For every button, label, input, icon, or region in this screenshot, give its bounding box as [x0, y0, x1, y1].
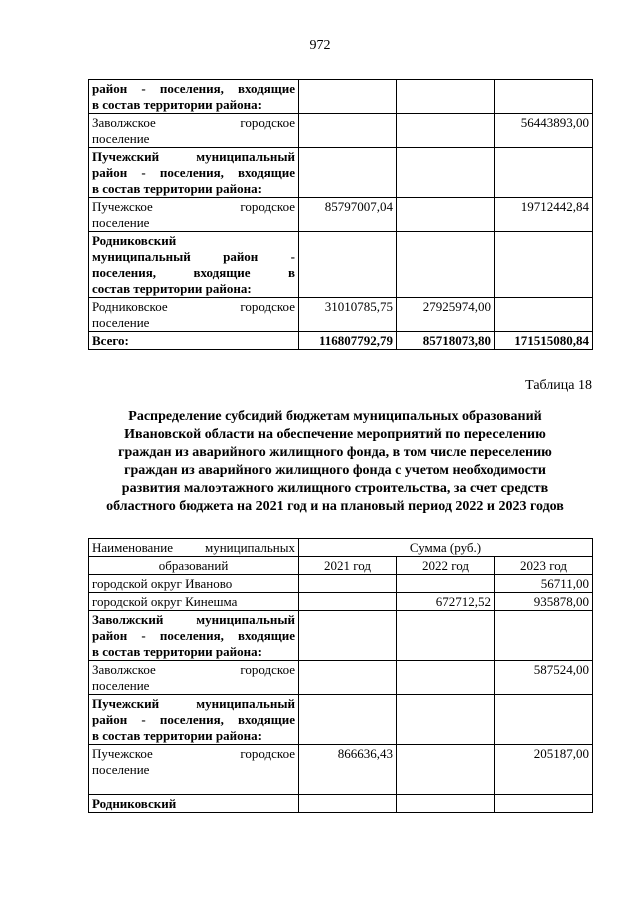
value-2021: 866636,43	[299, 745, 397, 795]
value-2021: 85797007,04	[299, 198, 397, 232]
row-name-line: Родниковское городское	[92, 299, 295, 314]
title-line: областного бюджета на 2021 год и на плановый период 2022 и 2023 годов	[106, 499, 564, 514]
title-line: Ивановской области на обеспечение мероприятий по переселению	[124, 427, 546, 442]
column-header-2021: 2021 год	[299, 557, 397, 575]
title-line: граждан из аварийного жилищного фонда с учетом необходимости	[124, 463, 546, 478]
row-name-line: городской округ Кинешма	[92, 594, 238, 609]
table-row	[89, 611, 593, 661]
value-2022	[397, 114, 495, 148]
table-row	[89, 695, 593, 745]
column-header-2022: 2022 год	[397, 557, 495, 575]
value-2023: 56443893,00	[495, 114, 593, 148]
value-2021	[299, 80, 397, 114]
row-name-line: в состав территории района:	[92, 728, 262, 743]
row-name-line: муниципальный район -	[92, 249, 295, 264]
value-2022	[397, 80, 495, 114]
value-2022	[397, 575, 495, 593]
value-2022	[397, 695, 495, 745]
row-name	[89, 114, 299, 148]
value-2023	[495, 795, 593, 813]
value-2022	[397, 198, 495, 232]
value-2021	[299, 232, 397, 298]
value-2021	[299, 661, 397, 695]
value-2022: 27925974,00	[397, 298, 495, 332]
row-name	[89, 298, 299, 332]
continued-subsidy-table	[88, 79, 593, 350]
row-name-line: Пучежский муниципальный	[92, 149, 295, 164]
table-row	[89, 232, 593, 298]
row-name-line	[92, 778, 295, 794]
row-name	[89, 695, 299, 745]
row-name-line: поселение	[92, 131, 150, 146]
value-2023	[495, 80, 593, 114]
table-row	[89, 575, 593, 593]
value-2021	[299, 593, 397, 611]
row-name-line: район - поселения, входящие	[92, 628, 295, 643]
row-name-line: в состав территории района:	[92, 97, 262, 112]
value-2021	[299, 148, 397, 198]
row-name-line: Родниковский	[92, 796, 177, 811]
row-name-line: Заволжский муниципальный	[92, 612, 295, 627]
continued-table-body	[89, 80, 593, 350]
value-2022	[397, 148, 495, 198]
row-name-line: в состав территории района:	[92, 644, 262, 659]
table-row	[89, 593, 593, 611]
table-row	[89, 745, 593, 795]
column-header-name-line1: Наименование муниципальных	[89, 539, 299, 557]
value-2022	[397, 611, 495, 661]
value-2023	[495, 298, 593, 332]
value-2021	[299, 795, 397, 813]
value-2022	[397, 745, 495, 795]
row-name	[89, 198, 299, 232]
row-name-line: поселения, входящие в	[92, 265, 295, 280]
value-2021	[299, 611, 397, 661]
value-2023: 56711,00	[495, 575, 593, 593]
row-name-line: район - поселения, входящие	[92, 712, 295, 727]
row-name	[89, 232, 299, 298]
row-name-line: Заволжское городское	[92, 115, 295, 130]
value-2021	[299, 575, 397, 593]
value-2021	[299, 114, 397, 148]
row-name-line: район - поселения, входящие	[92, 81, 295, 96]
row-name-line: Пучежское городское	[92, 199, 295, 214]
value-2022: 85718073,80	[397, 332, 495, 350]
subsidy-distribution-table	[88, 538, 593, 813]
table-row	[89, 661, 593, 695]
value-2021: 116807792,79	[299, 332, 397, 350]
row-name-line: Пучежское городское	[92, 746, 295, 761]
row-name	[89, 80, 299, 114]
value-2023	[495, 611, 593, 661]
value-2023	[495, 232, 593, 298]
table-row	[89, 298, 593, 332]
table-row	[89, 148, 593, 198]
row-name	[89, 148, 299, 198]
row-name	[89, 575, 299, 593]
page-number: 972	[309, 38, 331, 53]
row-name-line: состав территории района:	[92, 281, 252, 296]
row-name-line: городской округ Иваново	[92, 576, 233, 591]
value-2023	[495, 695, 593, 745]
table-label: Таблица 18	[525, 378, 592, 393]
value-2023: 171515080,84	[495, 332, 593, 350]
column-header-sum: Сумма (руб.)	[299, 539, 593, 557]
table-row	[89, 80, 593, 114]
value-2023: 935878,00	[495, 593, 593, 611]
value-2022	[397, 661, 495, 695]
column-header-2023: 2023 год	[495, 557, 593, 575]
value-2023: 587524,00	[495, 661, 593, 695]
table-title	[70, 408, 600, 516]
row-name-line: поселение	[92, 678, 150, 693]
row-name-line: поселение	[92, 315, 150, 330]
row-name	[89, 332, 299, 350]
row-name	[89, 661, 299, 695]
table-row	[89, 114, 593, 148]
value-2023: 19712442,84	[495, 198, 593, 232]
table-header	[89, 539, 593, 575]
value-2022	[397, 795, 495, 813]
table-body	[89, 575, 593, 813]
row-name-line: Всего:	[92, 333, 129, 348]
title-line: развития малоэтажного жилищного строительства, за счет средств	[121, 481, 549, 496]
row-name	[89, 593, 299, 611]
value-2022	[397, 232, 495, 298]
row-name-line: Родниковский	[92, 233, 177, 248]
row-name	[89, 745, 299, 795]
table-row	[89, 198, 593, 232]
row-name	[89, 611, 299, 661]
value-2023: 205187,00	[495, 745, 593, 795]
row-name-line: в состав территории района:	[92, 181, 262, 196]
table-row	[89, 795, 593, 813]
value-2021	[299, 695, 397, 745]
row-name	[89, 795, 299, 813]
column-header-name-line2: образований	[89, 557, 299, 575]
title-line: граждан из аварийного жилищного фонда, в том числе переселению	[118, 445, 552, 460]
value-2023	[495, 148, 593, 198]
total-row	[89, 332, 593, 350]
row-name-line: поселение	[92, 762, 150, 777]
row-name-line: Пучежский муниципальный	[92, 696, 295, 711]
title-line: Распределение субсидий бюджетам муниципальных образований	[128, 409, 542, 424]
value-2021: 31010785,75	[299, 298, 397, 332]
row-name-line: Заволжское городское	[92, 662, 295, 677]
value-2022: 672712,52	[397, 593, 495, 611]
row-name-line: поселение	[92, 215, 150, 230]
row-name-line: район - поселения, входящие	[92, 165, 295, 180]
